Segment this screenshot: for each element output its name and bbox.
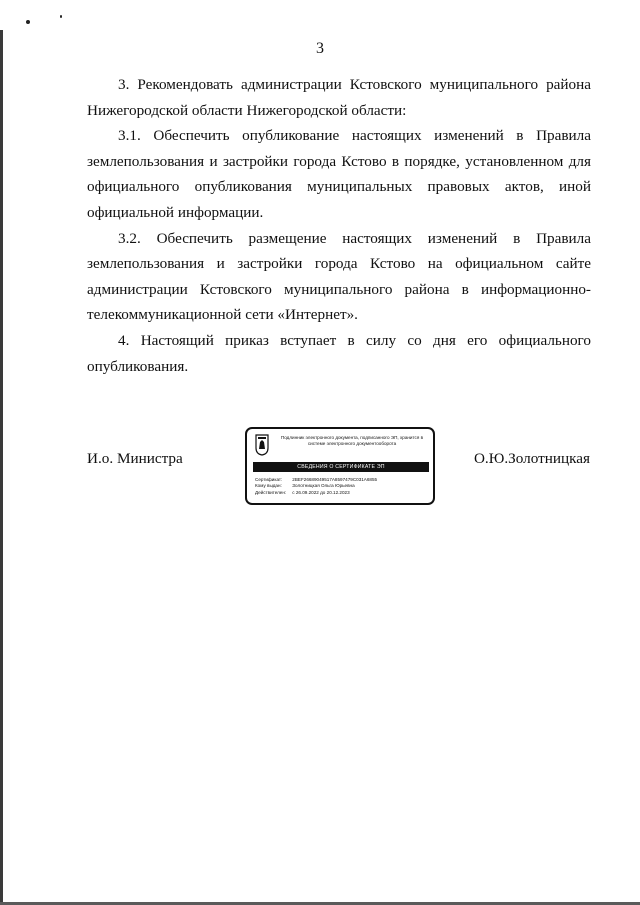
signatory-position: И.о. Министра xyxy=(87,450,183,467)
coat-of-arms-icon xyxy=(255,434,269,456)
paragraph-3-2: 3.2. Обеспечить размещение настоящих изменений в Правила землепользования и застройки города Кстово на официальном сайте администрации Кстовского муниципального района в информационно-телекоммуникационной сети «Интернет». xyxy=(87,229,591,324)
validity-label: Действителен: xyxy=(255,489,287,495)
validity-row xyxy=(255,490,431,496)
scan-edge xyxy=(0,30,3,905)
stamp-header: СВЕДЕНИЯ О СЕРТИФИКАТЕ ЭП xyxy=(253,462,429,472)
scan-speck xyxy=(26,20,30,24)
stamp-notice: Подлинник электронного документа, подписанного ЭП, хранится в системе электронного документооборота xyxy=(280,435,424,446)
issued-to-label: Кому выдан: xyxy=(255,483,282,489)
signatory-name: О.Ю.Золотницкая xyxy=(473,450,590,467)
document-body xyxy=(87,72,591,379)
certificate-value: 2BEF26689049517A8597479C031A6855 xyxy=(292,477,378,482)
paragraph-3: 3. Рекомендовать администрации Кстовского муниципального района Нижегородской области Нижегородской области: xyxy=(87,76,591,119)
paragraph-4: 4. Настоящий приказ вступает в силу со дня его официального опубликования. xyxy=(87,331,591,375)
page-number: 3 xyxy=(316,40,324,57)
validity-value: с 26.09.2022 до 20.12.2023 xyxy=(292,489,350,495)
electronic-signature-stamp xyxy=(245,427,435,505)
certificate-label: Сертификат: xyxy=(255,477,283,482)
paragraph-3-1: 3.1. Обеспечить опубликование настоящих изменений в Правила землепользования и застройки города Кстово в порядке, установленном для официального опубликования муниципальных правовых актов, иной официальной информации. xyxy=(87,127,591,221)
stamp-details xyxy=(255,477,431,496)
issued-to-value: Золотницкая Ольга Юрьевна xyxy=(292,483,355,489)
scan-speck xyxy=(60,15,62,18)
